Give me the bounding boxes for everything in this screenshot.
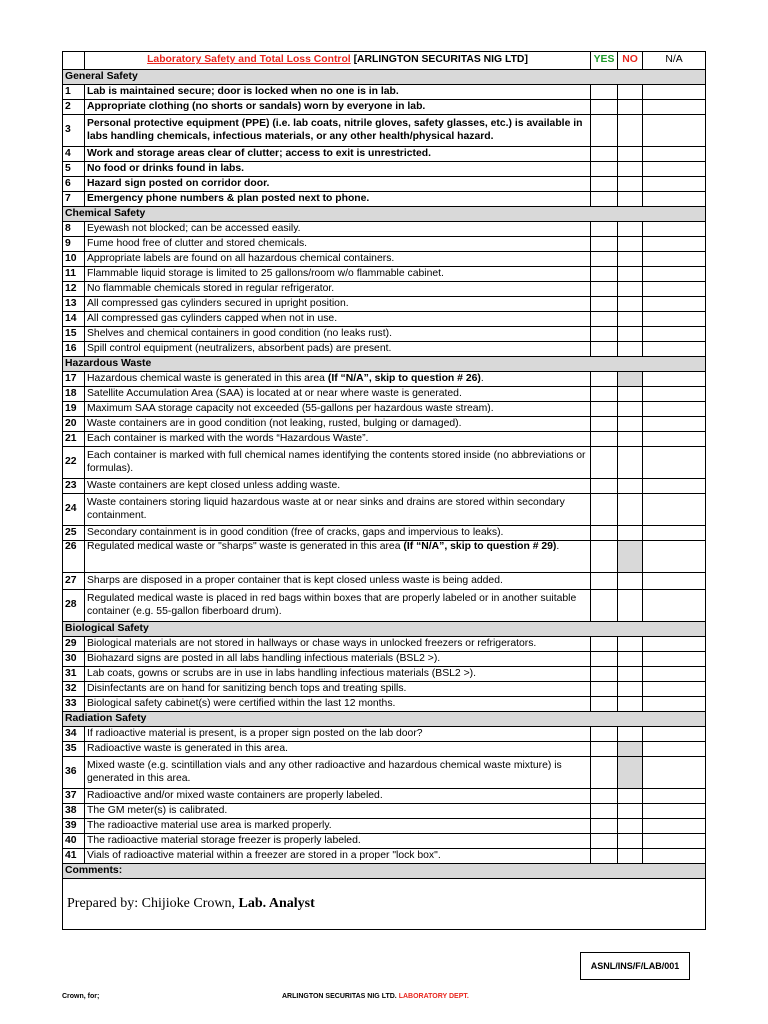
document-code: ASNL/INS/F/LAB/001: [580, 952, 690, 980]
no-cell[interactable]: [618, 526, 643, 541]
no-cell[interactable]: [618, 237, 643, 252]
no-cell[interactable]: [618, 222, 643, 237]
table-row: 6 Hazard sign posted on corridor door.: [63, 177, 706, 192]
no-cell[interactable]: [618, 479, 643, 494]
section-general: General Safety: [63, 70, 706, 85]
na-cell[interactable]: [643, 177, 706, 192]
table-row: 20 Waste containers are in good condition (not leaking, rusted, bulging or damaged).: [63, 417, 706, 432]
no-cell[interactable]: [618, 804, 643, 819]
no-cell[interactable]: [618, 372, 643, 387]
yes-cell[interactable]: [591, 85, 618, 100]
no-cell[interactable]: [618, 849, 643, 864]
yes-cell[interactable]: [591, 387, 618, 402]
table-row: 41 Vials of radioactive material within a freezer are stored in a proper "lock box".: [63, 849, 706, 864]
yes-cell[interactable]: [591, 494, 618, 526]
na-cell[interactable]: [643, 637, 706, 652]
yes-cell[interactable]: [591, 177, 618, 192]
section-hazardous: Hazardous Waste: [63, 357, 706, 372]
table-row: 4 Work and storage areas clear of clutter; access to exit is unrestricted.: [63, 147, 706, 162]
yes-cell[interactable]: [591, 252, 618, 267]
col-yes: YES: [591, 52, 618, 70]
yes-cell[interactable]: [591, 834, 618, 849]
na-cell[interactable]: [643, 252, 706, 267]
na-cell[interactable]: [643, 267, 706, 282]
col-na: N/A: [643, 52, 706, 70]
yes-cell[interactable]: [591, 297, 618, 312]
yes-cell[interactable]: [591, 372, 618, 387]
no-cell[interactable]: [618, 667, 643, 682]
footer-left: Crown, for;: [62, 993, 100, 1000]
no-cell[interactable]: [618, 115, 643, 147]
table-row: 19 Maximum SAA storage capacity not exceeded (55-gallons per hazardous waste stream).: [63, 402, 706, 417]
table-row: 7 Emergency phone numbers & plan posted next to phone.: [63, 192, 706, 207]
yes-cell[interactable]: [591, 267, 618, 282]
table-row: 8 Eyewash not blocked; can be accessed easily.: [63, 222, 706, 237]
yes-cell[interactable]: [591, 100, 618, 115]
yes-cell[interactable]: [591, 479, 618, 494]
table-row: 38 The GM meter(s) is calibrated.: [63, 804, 706, 819]
yes-cell[interactable]: [591, 162, 618, 177]
table-row: 18 Satellite Accumulation Area (SAA) is located at or near where waste is generated.: [63, 387, 706, 402]
no-cell[interactable]: [618, 573, 643, 590]
na-cell[interactable]: [643, 447, 706, 479]
no-cell[interactable]: [618, 85, 643, 100]
na-cell[interactable]: [643, 237, 706, 252]
form-title: [85, 52, 591, 70]
no-cell[interactable]: [618, 541, 643, 573]
yes-cell[interactable]: [591, 115, 618, 147]
safety-checklist: [62, 51, 705, 930]
table-row: 33 Biological safety cabinet(s) were certified within the last 12 months.: [63, 697, 706, 712]
no-cell[interactable]: [618, 742, 643, 757]
yes-cell[interactable]: [591, 590, 618, 622]
yes-cell[interactable]: [591, 789, 618, 804]
footer-company: ARLINGTON SECURITAS NIG LTD.: [282, 993, 397, 1000]
table-row: 35 Radioactive waste is generated in this area.: [63, 742, 706, 757]
na-cell[interactable]: [643, 849, 706, 864]
yes-cell[interactable]: [591, 432, 618, 447]
na-cell[interactable]: [643, 222, 706, 237]
yes-cell[interactable]: [591, 402, 618, 417]
prepared-by: Prepared by: Chijioke Crown, Lab. Analyst: [63, 879, 706, 930]
na-cell[interactable]: [643, 417, 706, 432]
section-radiation: Radiation Safety: [63, 712, 706, 727]
na-cell[interactable]: [643, 494, 706, 526]
no-cell[interactable]: [618, 162, 643, 177]
yes-cell[interactable]: [591, 682, 618, 697]
no-cell[interactable]: [618, 282, 643, 297]
yes-cell[interactable]: [591, 417, 618, 432]
yes-cell[interactable]: [591, 237, 618, 252]
na-cell[interactable]: [643, 682, 706, 697]
table-row: 37 Radioactive and/or mixed waste containers are properly labeled.: [63, 789, 706, 804]
na-cell[interactable]: [643, 573, 706, 590]
table-row: 30 Biohazard signs are posted in all labs handling infectious materials (BSL2 >).: [63, 652, 706, 667]
na-cell[interactable]: [643, 834, 706, 849]
table-row: 2 Appropriate clothing (no shorts or sandals) worn by everyone in lab.: [63, 100, 706, 115]
no-cell[interactable]: [618, 819, 643, 834]
na-cell[interactable]: [643, 742, 706, 757]
na-cell[interactable]: [643, 327, 706, 342]
no-cell[interactable]: [618, 727, 643, 742]
na-cell[interactable]: [643, 115, 706, 147]
na-cell[interactable]: [643, 541, 706, 573]
no-cell[interactable]: [618, 100, 643, 115]
table-row: 14 All compressed gas cylinders capped when not in use.: [63, 312, 706, 327]
no-cell[interactable]: [618, 432, 643, 447]
no-cell[interactable]: [618, 297, 643, 312]
no-cell[interactable]: [618, 387, 643, 402]
table-row: 3 Personal protective equipment (PPE) (i.e. lab coats, nitrile gloves, safety glasses, etc.) is available in labs handling chemicals, infectious materials, or any other health/physical hazard.: [63, 115, 706, 147]
yes-cell[interactable]: [591, 637, 618, 652]
na-cell[interactable]: [643, 789, 706, 804]
table-row: 25 Secondary containment is in good condition (free of cracks, gaps and impervious to leaks).: [63, 526, 706, 541]
na-cell[interactable]: [643, 297, 706, 312]
yes-cell[interactable]: [591, 222, 618, 237]
yes-cell[interactable]: [591, 526, 618, 541]
no-cell[interactable]: [618, 494, 643, 526]
table-row: 9 Fume hood free of clutter and stored chemicals.: [63, 237, 706, 252]
yes-cell[interactable]: [591, 342, 618, 357]
no-cell[interactable]: [618, 192, 643, 207]
yes-cell[interactable]: [591, 849, 618, 864]
yes-cell[interactable]: [591, 192, 618, 207]
na-cell[interactable]: [643, 727, 706, 742]
na-cell[interactable]: [643, 697, 706, 712]
section-biological: Biological Safety: [63, 622, 706, 637]
table-row: 27 Sharps are disposed in a proper container that is kept closed unless waste is being added.: [63, 573, 706, 590]
table-row: 21 Each container is marked with the words “Hazardous Waste”.: [63, 432, 706, 447]
no-cell[interactable]: [618, 637, 643, 652]
header-row: [63, 52, 706, 70]
table-row: 34 If radioactive material is present, is a proper sign posted on the lab door?: [63, 727, 706, 742]
table-row: 40 The radioactive material storage freezer is properly labeled.: [63, 834, 706, 849]
yes-cell[interactable]: [591, 147, 618, 162]
table-row: 16 Spill control equipment (neutralizers, absorbent pads) are present.: [63, 342, 706, 357]
table-row: 13 All compressed gas cylinders secured in upright position.: [63, 297, 706, 312]
yes-cell[interactable]: [591, 447, 618, 479]
na-cell[interactable]: [643, 85, 706, 100]
prepared-row: [63, 879, 706, 930]
yes-cell[interactable]: [591, 327, 618, 342]
table-row: 24 Waste containers storing liquid hazardous waste at or near sinks and drains are stored within secondary containment.: [63, 494, 706, 526]
na-cell[interactable]: [643, 342, 706, 357]
no-cell[interactable]: [618, 789, 643, 804]
no-cell[interactable]: [618, 177, 643, 192]
section-chemical: Chemical Safety: [63, 207, 706, 222]
no-cell[interactable]: [618, 267, 643, 282]
no-cell[interactable]: [618, 447, 643, 479]
title-red: Laboratory Safety and Total Loss Control: [147, 54, 351, 66]
no-cell[interactable]: [618, 312, 643, 327]
yes-cell[interactable]: [591, 819, 618, 834]
no-cell[interactable]: [618, 147, 643, 162]
table-row: 10 Appropriate labels are found on all hazardous chemical containers.: [63, 252, 706, 267]
yes-cell[interactable]: [591, 742, 618, 757]
yes-cell[interactable]: [591, 573, 618, 590]
table-row: 23 Waste containers are kept closed unless adding waste.: [63, 479, 706, 494]
no-cell[interactable]: [618, 697, 643, 712]
na-cell[interactable]: [643, 192, 706, 207]
na-cell[interactable]: [643, 652, 706, 667]
yes-cell[interactable]: [591, 727, 618, 742]
na-cell[interactable]: [643, 667, 706, 682]
table-row: 31 Lab coats, gowns or scrubs are in use in labs handling infectious materials (BSL2 >).: [63, 667, 706, 682]
table-row: 1 Lab is maintained secure; door is locked when no one is in lab.: [63, 85, 706, 100]
no-cell[interactable]: [618, 327, 643, 342]
na-cell[interactable]: [643, 372, 706, 387]
table-row: 5 No food or drinks found in labs.: [63, 162, 706, 177]
comments-label: Comments:: [63, 864, 706, 879]
na-cell[interactable]: [643, 282, 706, 297]
na-cell[interactable]: [643, 479, 706, 494]
no-cell[interactable]: [618, 342, 643, 357]
col-no: NO: [618, 52, 643, 70]
table-row: 22 Each container is marked with full chemical names identifying the contents stored inside (no abbreviations or formulas).: [63, 447, 706, 479]
title-company: [ARLINGTON SECURITAS NIG LTD]: [353, 54, 528, 66]
na-cell[interactable]: [643, 387, 706, 402]
comments-row: [63, 864, 706, 879]
yes-cell[interactable]: [591, 667, 618, 682]
table-row: 15 Shelves and chemical containers in good condition (no leaks rust).: [63, 327, 706, 342]
table-row: 39 The radioactive material use area is marked properly.: [63, 819, 706, 834]
na-cell[interactable]: [643, 312, 706, 327]
table-row: 28 Regulated medical waste is placed in red bags within boxes that are properly labeled or in another suitable container (e.g. 55-gallon fiberboard drum).: [63, 590, 706, 622]
yes-cell[interactable]: [591, 652, 618, 667]
table-row: 26 Regulated medical waste or "sharps" waste is generated in this area (If “N/A”, skip to question # 29).: [63, 541, 706, 573]
table-row: 36 Mixed waste (e.g. scintillation vials and any other radioactive and hazardous chemical waste mixture) is generated in this area.: [63, 757, 706, 789]
na-cell[interactable]: [643, 100, 706, 115]
no-cell[interactable]: [618, 834, 643, 849]
na-cell[interactable]: [643, 590, 706, 622]
footer-center: [282, 993, 469, 1000]
yes-cell[interactable]: [591, 541, 618, 573]
na-cell[interactable]: [643, 147, 706, 162]
no-cell[interactable]: [618, 417, 643, 432]
yes-cell[interactable]: [591, 697, 618, 712]
table-row: 32 Disinfectants are on hand for sanitizing bench tops and treating spills.: [63, 682, 706, 697]
na-cell[interactable]: [643, 819, 706, 834]
header-blank: [63, 52, 85, 70]
table-row: 17 Hazardous chemical waste is generated in this area (If “N/A”, skip to question # 26).: [63, 372, 706, 387]
na-cell[interactable]: [643, 432, 706, 447]
no-cell[interactable]: [618, 652, 643, 667]
no-cell[interactable]: [618, 402, 643, 417]
footer-dept: LABORATORY DEPT.: [398, 993, 469, 1000]
yes-cell[interactable]: [591, 757, 618, 789]
na-cell[interactable]: [643, 162, 706, 177]
no-cell[interactable]: [618, 590, 643, 622]
yes-cell[interactable]: [591, 804, 618, 819]
table-row: 11 Flammable liquid storage is limited to 25 gallons/room w/o flammable cabinet.: [63, 267, 706, 282]
yes-cell[interactable]: [591, 312, 618, 327]
na-cell[interactable]: [643, 526, 706, 541]
table-row: 29 Biological materials are not stored in hallways or chase ways in unlocked freezers or refrigerators.: [63, 637, 706, 652]
na-cell[interactable]: [643, 804, 706, 819]
na-cell[interactable]: [643, 402, 706, 417]
na-cell[interactable]: [643, 757, 706, 789]
yes-cell[interactable]: [591, 282, 618, 297]
no-cell[interactable]: [618, 682, 643, 697]
table-row: 12 No flammable chemicals stored in regular refrigerator.: [63, 282, 706, 297]
no-cell[interactable]: [618, 757, 643, 789]
checklist-table: [62, 51, 706, 930]
no-cell[interactable]: [618, 252, 643, 267]
